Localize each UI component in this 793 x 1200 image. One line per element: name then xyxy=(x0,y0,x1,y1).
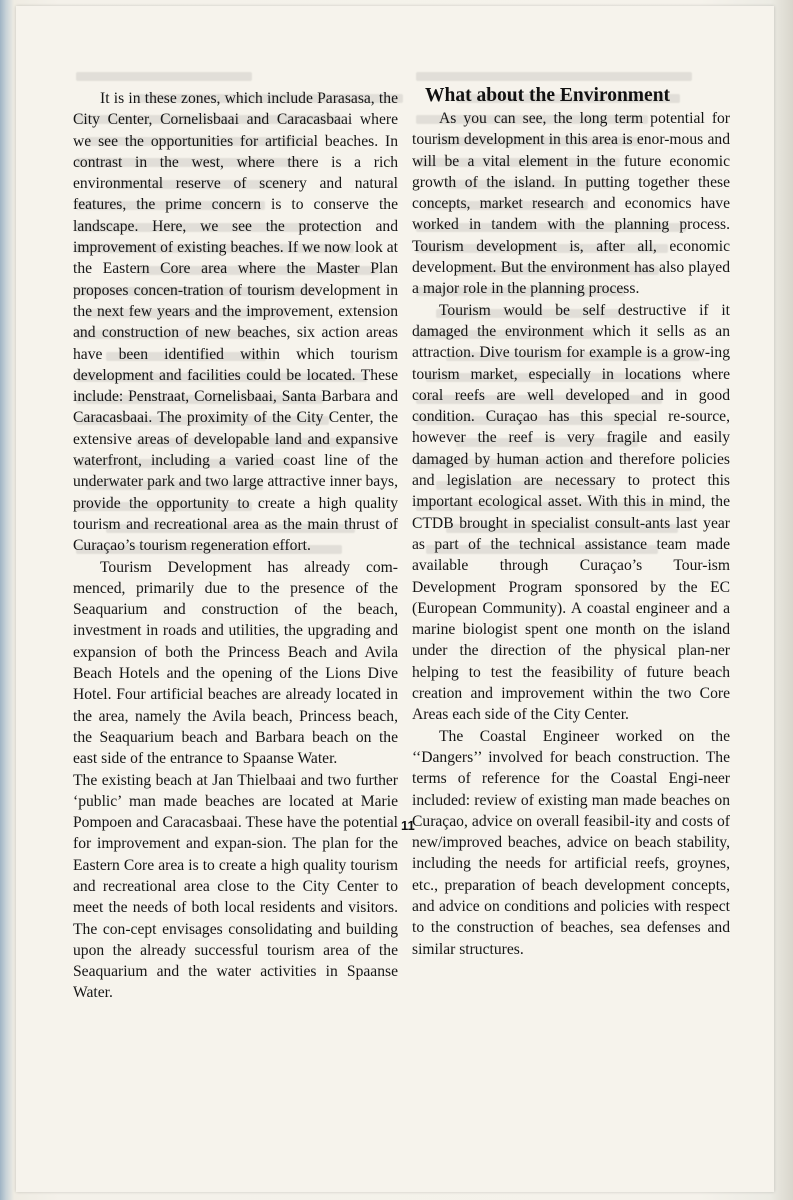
paragraph-artificial-beach-zones: It is in these zones, which include Parasasa, the City Center, Cornelisbaai and Caracasbaai where we see the opportunities for artificial beaches. In contrast in the west, where there is a rich environmental reserve of scenery and natural features, the prime concern is to conserve the landscape. Here, we see the protection and improvement of existing beaches. If we now look at the Eastern Core area where the Master Plan proposes concen-tration of tourism development in the next few years and the improvement, extension and construction of new beaches, six action areas have been identified within which tourism development and facilities could be located. These include: Penstraat, Cornelisbaai, Santa Barbara and Caracasbaai. The proximity of the City Center, the extensive areas of developable land and expansive waterfront, including a varied coast line of the underwater park and two large attractive inner bays, provide the opportunity to create a high quality tourism and recreational area as the main thrust of Curaçao’s tourism regeneration effort. xyxy=(73,90,398,555)
paragraph-coastal-engineer: The Coastal Engineer worked on the ‘‘Dangers’’ involved for beach construction. The terms of reference for the Coastal Engi-neer included: review of existing man made beaches on Curaçao, advice on overall feasibil-ity and costs of new/improved beaches, advice on beach stability, including the needs for artificial reefs, groynes, etc., preparation of beach development concepts, and advice on conditions and policies with respect to the construction of beaches, sea defenses and similar structures. xyxy=(412,727,730,958)
bleed-through-line xyxy=(416,72,692,81)
right-text-column xyxy=(412,108,730,960)
section-heading: What about the Environment xyxy=(425,85,671,106)
bleed-through-line xyxy=(76,72,252,81)
paragraph-existing-beaches: The existing beach at Jan Thielbaai and two further ‘public’ man made beaches are located at Marie Pompoen and Caracasbaai. These have the potential for improvement and expan-sion. The plan for the Eastern Core area is to create a high quality tourism and recreational area close to the City Center to meet the needs of both local residents and visitors. The con-cept envisages consolidating and building upon the already successful tourism area of the Seaquarium and the water activities in Spaanse Water. xyxy=(73,771,398,1002)
paragraph-tourism-development-commenced: Tourism Development has already com-menced, primarily due to the presence of the Seaquarium and construction of the beach, investment in roads and utilities, the upgrading and expansion of both the Princess Beach and Avila Beach Hotels and the opening of the Lions Dive Hotel. Four artificial beaches are already located in the area, namely the Avila beach, Princess beach, the Seaquarium beach and Barbara beach on the east side of the entrance to Spaanse Water. xyxy=(73,558,398,768)
document-page xyxy=(16,6,774,1192)
paragraph-self-destructive-tourism: Tourism would be self destructive if it damaged the environment which it sells as an attraction. Dive tourism for example is a grow-ing tourism market, especially in locations where coral reefs are well developed and in good condition. Curaçao has this special re-source, however the reef is very fragile and easily damaged by human action and therefore policies and legislation are necessary to protect this important ecological asset. With this in mind, the CTDB brought in specialist consult-ants last year as part of the technical assistance team made available through Curaçao’s Tour-ism Development Program sponsored by the EC (European Community). A coastal engineer and a marine biologist spent one month on the island under the direction of the physical plan-ner helping to test the feasibility of future beach creation and improvement within the two Core Areas each side of the City Center. xyxy=(412,301,730,724)
left-text-column xyxy=(73,88,398,1004)
page-number: 11 xyxy=(401,818,415,833)
paragraph-long-term-potential: As you can see, the long term potential for tourism development in this area is enor-mous and will be a vital element in the future economic growth of the island. In putting together these concepts, market research and economics have worked in tandem with the planning process. Tourism development is, after all, economic development. But the environment has also played a major role in the planning process. xyxy=(412,110,730,298)
